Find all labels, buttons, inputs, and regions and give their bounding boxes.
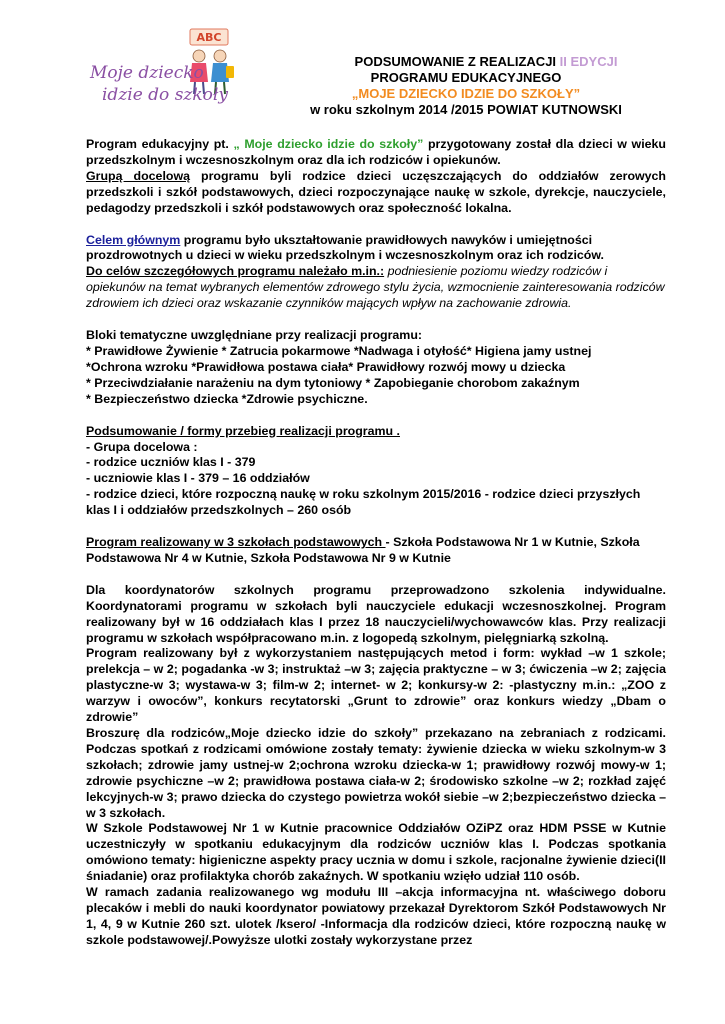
main-goal-link[interactable]: Celem głównym <box>86 232 181 247</box>
schools-paragraph <box>86 535 666 567</box>
target-group-label: Grupą docelową <box>86 168 190 183</box>
document-header <box>256 54 676 118</box>
detail-goals-text: podniesienie poziomu wiedzy rodziców i opiekunów na temat wybranych elementów zdrowego stylu życia, wzmocnienie zainteresowania rodziców zdrowiem ich dzieci oraz wskazanie czynników mających wpływ na zachowanie zdrowia. <box>86 264 665 311</box>
main-goal-paragraph <box>86 233 666 265</box>
target-group-text: programu byli rodzice dzieci uczęszczających do oddziałów zerowych przedszkoli i szkół podstawowych, dzieci rozpoczynające naukę w szkole, dyrekcje, nauczyciele, pedagodzy przedszkoli i szkół podstawowych oraz społeczność lokalna. <box>86 168 667 215</box>
program-logo <box>86 26 248 110</box>
header-edition: II EDYCJI <box>559 54 618 69</box>
blocks-line: *Ochrona wzroku *Prawidłowa postawa ciała* Prawidłowy rozwój mowy u dziecka <box>86 359 566 374</box>
header-line1 <box>256 54 676 70</box>
logo-line1: Moje dziecko <box>90 63 204 83</box>
body-paragraph-3: Broszurę dla rodziców„Moje dziecko idzie do szkoły” przekazano na zebraniach z rodzicami. Podczas spotkań z rodzicami omówione zostały tematy: żywienie dziecka w wieku szkolnym-w 3 szkołach; zdrowie jamy ustnej-w 2;ochrona wzroku dziecka-w 1; prawidłowy rozwój mowy-w 1; zdrowie psychiczne –w 2; prawidłowa postawa ciała-w 2; środowisko szkolne –w 2; rozkład zajęć lekcyjnych-w 3; prawo dziecka do czystego powietrza wokół siebie –w 2;bezpieczeństwo dziecka –w 3 szkołach. <box>86 726 666 820</box>
summary-line: - uczniowie klas I - 379 – 16 oddziałów <box>86 471 310 486</box>
body-paragraph-1: Dla koordynatorów szkolnych programu przeprowadzono szkolenia indywidualne. Koordynatorami programu w szkołach byli nauczyciele edukacji wczesnoszkolnej. Program realizowany był w 16 oddziałach klas I przez 18 nauczycieli/wychowawców klas. Przy realizacji programu w szkołach współpracowano m.in. z logopedą szkolnym, pielęgniarką szkolną. <box>86 582 666 645</box>
header-line2: PROGRAMU EDUKACYJNEGO <box>370 70 562 85</box>
summary-line: - rodzice dzieci, które rozpoczną naukę w roku szkolnym 2015/2016 - rodzice dzieci przyszłych klas I i oddziałów przedszkolnych – 260 osób <box>86 487 641 518</box>
header-motto: „MOJE DZIECKO IDZIE DO SZKOŁY” <box>351 86 581 101</box>
body-paragraph-4: W Szkole Podstawowej Nr 1 w Kutnie pracownice Oddziałów OZiPZ oraz HDM PSSE w Kutnie uczestniczyły w spotkaniu edukacyjnym dla rodziców uczniów klas I. Podczas spotkania omówiono tematy: higieniczne aspekty pracy ucznia w domu i szkole, racjonalne żywienie dzieci(II śniadanie) oraz profilaktyka chorób zakaźnych. W spotkaniu wzięło udział 110 osób. <box>86 821 666 884</box>
summary-line: - Grupa docelowa : <box>86 439 198 454</box>
document-body <box>86 137 666 949</box>
logo-line2: idzie do szkoły <box>102 85 229 105</box>
detail-goals-paragraph <box>86 264 666 312</box>
body-paragraph-2: Program realizowany był z wykorzystaniem następujących metod i form: wykład –w 1 szkole; prelekcja – w 2; pogadanka -w 3; instruktaż –w 3; zajęcia praktyczne – w 3; ćwiczenia –w 2; zajęcia plastyczne-w 3; wystawa-w 3; film-w 2; internet- w 2; konkursy-w 2: -plastyczny m.in.: „ZOO z warzyw i owoców”, konkurs recytatorski „Grunt to zdrowie” oraz konkurs wiedzy „Dbam o zdrowie” <box>86 646 666 725</box>
main-goal-text: programu było ukształtowanie prawidłowych nawyków i umiejętności prozdrowotnych u dzieci w wieku przedszkolnym i wczesnoszkolnym oraz ich rodziców. <box>86 232 604 263</box>
target-group-paragraph <box>86 169 666 217</box>
program-title: „ Moje dziecko idzie do szkoły” <box>233 137 424 151</box>
detail-goals-label: Do celów szczegółowych programu należało m.in.: <box>86 264 385 279</box>
blocks-line: * Bezpieczeństwo dziecka *Zdrowie psychiczne. <box>86 391 368 406</box>
intro-paragraph <box>86 137 666 169</box>
body-paragraph-5: W ramach zadania realizowanego wg modułu III –akcja informacyjna nt. właściwego doboru plecaków i mebli do nauki koordynator powiatowy przekazał Dyrektorom Szkół Podstawowych Nr 1, 4, 9 w Kutnie 260 szt. ulotek /ksero/ -Informacja dla rodziców dzieci, które rozpoczną naukę w szkole podstawowej/.Powyższe ulotki zostały wykorzystane przez <box>86 885 666 947</box>
intro-a: Program edukacyjny pt. <box>86 137 234 151</box>
intro-b: przygotowany został dla dzieci w wieku przedszkolnym i wczesnoszkolnym oraz dla ich rodziców i opiekunów. <box>86 137 666 167</box>
blocks-line: * Przeciwdziałanie narażeniu na dym tytoniowy * Zapobieganie chorobom zakaźnym <box>86 375 580 390</box>
header-year: w roku szkolnym 2014 /2015 POWIAT KUTNOWSKI <box>310 102 622 117</box>
summary-line: - rodzice uczniów klas I - 379 <box>86 455 256 470</box>
blocks-heading: Bloki tematyczne uwzględniane przy realizacji programu: <box>86 328 423 343</box>
schools-label: Program realizowany w 3 szkołach podstawowych <box>86 535 386 550</box>
schools-text: - Szkoła Podstawowa Nr 1 w Kutnie, Szkoła Podstawowa Nr 4 w Kutnie, Szkoła Podstawowa Nr 9 w Kutnie <box>86 535 640 565</box>
logo-abc: ABC <box>196 31 222 44</box>
header-title: PODSUMOWANIE Z REALIZACJI <box>354 54 560 69</box>
blocks-line: * Prawidłowe Żywienie * Zatrucia pokarmowe *Nadwaga i otyłość* Higiena jamy ustnej <box>86 343 592 358</box>
summary-heading: Podsumowanie / formy przebieg realizacji programu . <box>86 423 400 438</box>
